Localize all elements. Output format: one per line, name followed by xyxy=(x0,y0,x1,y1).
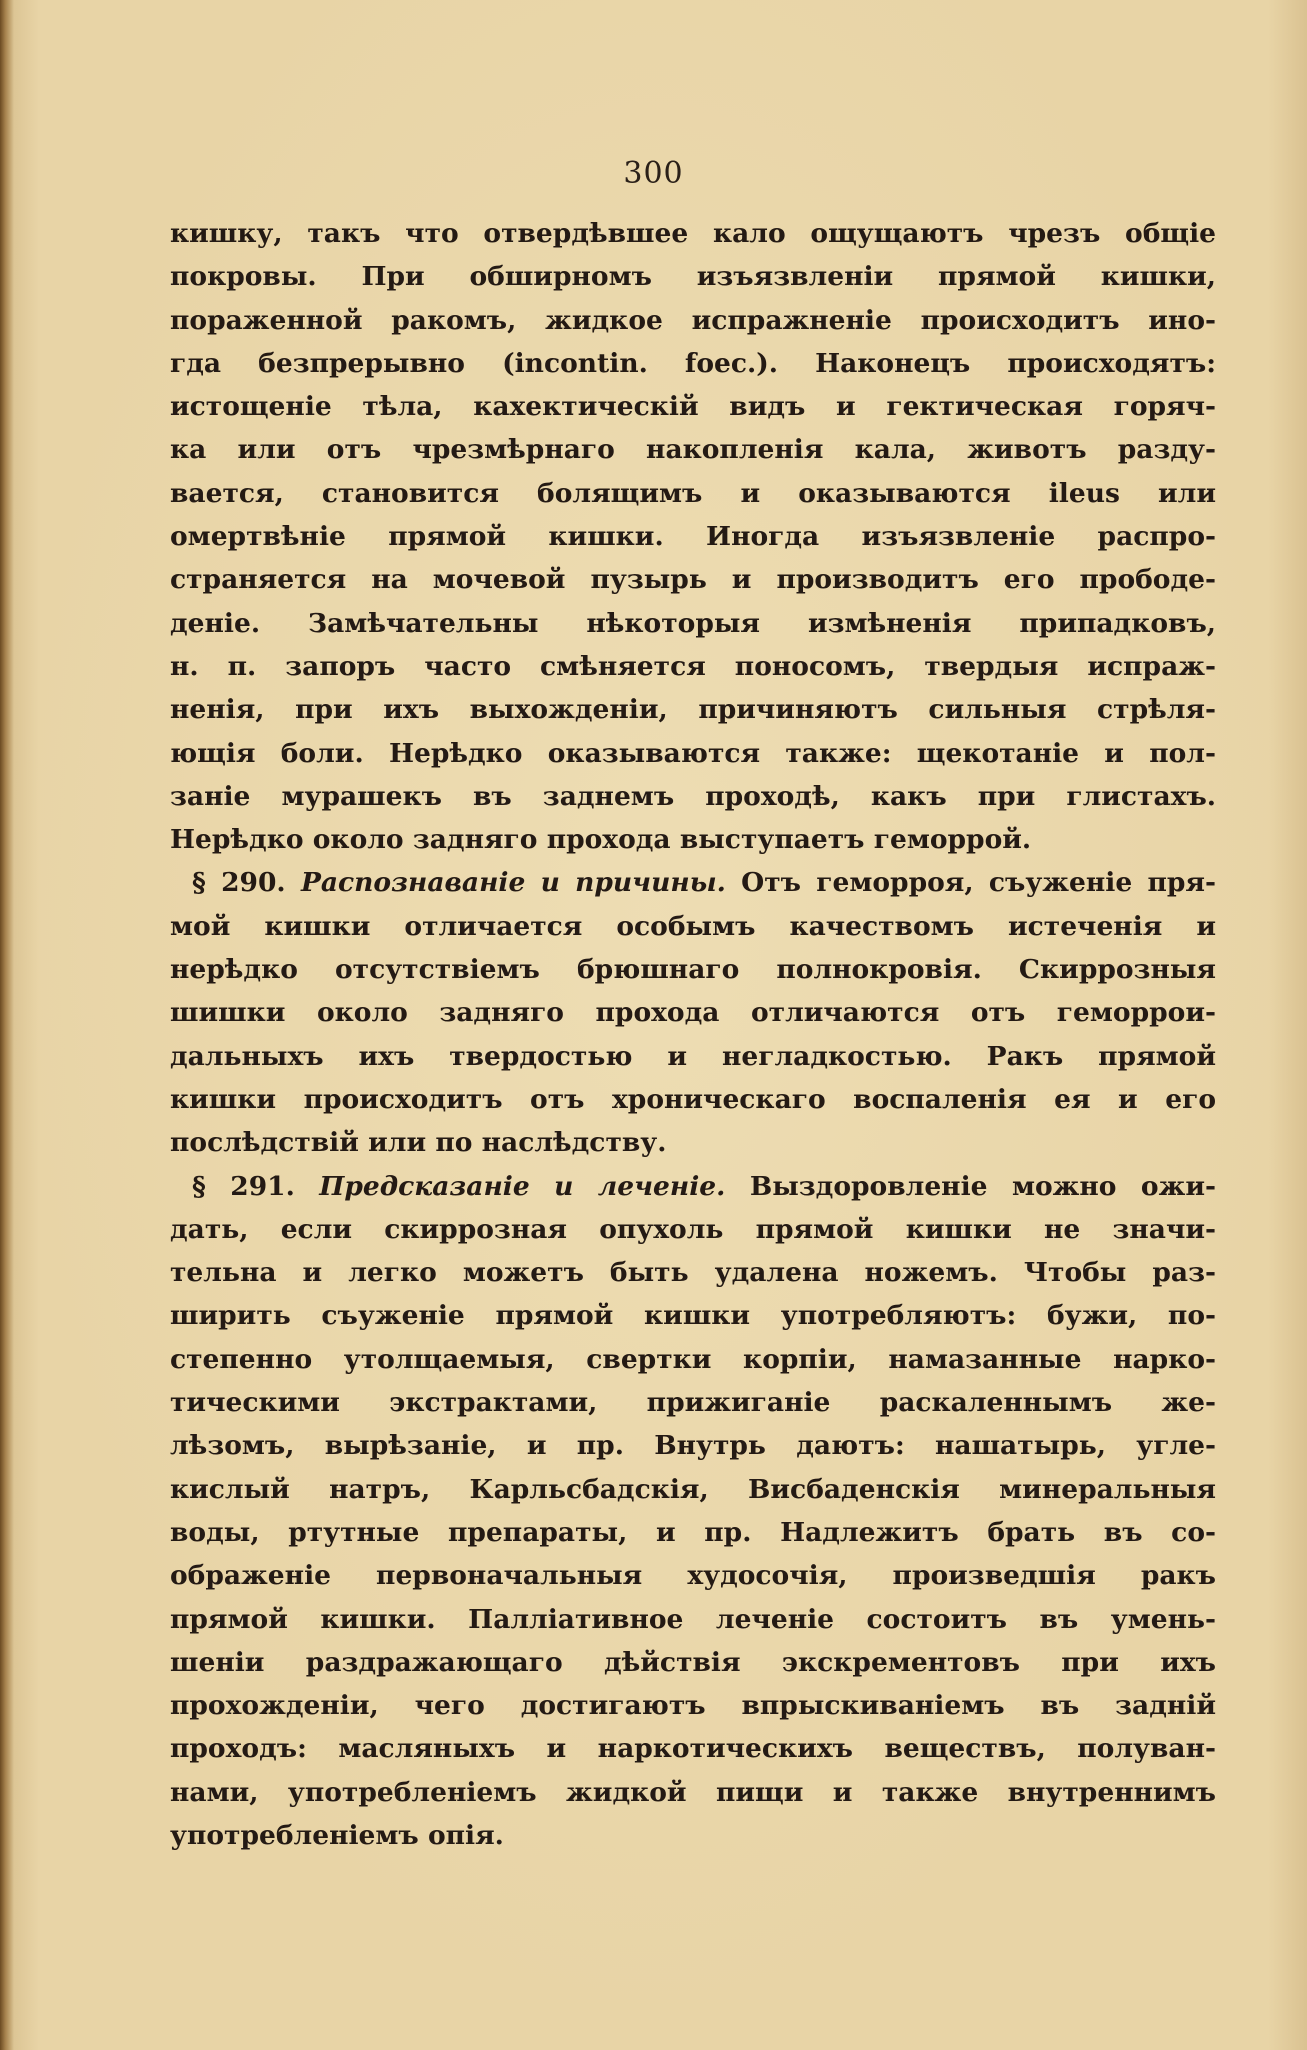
text-line: проходъ: масляныхъ и наркотическихъ веществъ, полуван- xyxy=(170,1733,1216,1765)
text-line: омертвѣніе прямой кишки. Иногда изъязвленіе распро- xyxy=(170,521,1216,553)
text-line: н. п. запоръ часто смѣняется поносомъ, твердыя испраж- xyxy=(170,650,1216,682)
text-line: ненія, при ихъ выхожденіи, причиняютъ сильныя стрѣля- xyxy=(170,694,1216,726)
text-line: гда безпрерывно (incontin. foec.). Наконецъ происходятъ: xyxy=(170,347,1216,379)
text-line: дать, если скиррозная опухоль прямой кишки не значи- xyxy=(170,1213,1216,1245)
text-line: ширить съуженіе прямой кишки употребляютъ: бужи, по- xyxy=(170,1300,1216,1332)
body-text xyxy=(170,212,1216,1857)
text-line: кислый натръ, Карльсбадскія, Висбаденскія минеральныя xyxy=(170,1473,1216,1505)
text-line: воды, ртутные препараты, и пр. Надлежитъ брать въ со- xyxy=(170,1516,1216,1548)
text-line: тическими экстрактами, прижиганіе раскаленнымъ же- xyxy=(170,1387,1216,1419)
text-line: нерѣдко отсутствіемъ брюшнаго полнокровія. Скиррозныя xyxy=(170,954,1216,986)
text-line: степенно утолщаемыя, свертки корпіи, намазанные нарко- xyxy=(170,1343,1216,1375)
text-line: лѣзомъ, вырѣзаніе, и пр. Внутрь даютъ: нашатырь, угле- xyxy=(170,1430,1216,1462)
text-line: кишки происходитъ отъ хроническаго воспаленія ея и его xyxy=(170,1083,1216,1115)
text-line: кишку, такъ что отвердѣвшее кало ощущаютъ чрезъ общіе xyxy=(170,218,1216,249)
section-mark: § 291. xyxy=(192,1170,295,1202)
text-line: Нерѣдко около задняго прохода выступаетъ геморрой. xyxy=(170,824,1032,856)
section-title: Распознаваніе и причины. xyxy=(300,867,726,899)
text-line: шишки около задняго прохода отличаются отъ геморрои- xyxy=(170,997,1216,1029)
text-line: нами, употребленіемъ жидкой пищи и также внутреннимъ xyxy=(170,1776,1216,1808)
text-line: заніе мурашекъ въ заднемъ проходѣ, какъ при глистахъ. xyxy=(170,780,1216,812)
section-first-line xyxy=(170,1165,1216,1208)
section-first-line-text: Выздоровленіе можно ожи- xyxy=(749,1170,1216,1202)
text-line: дальныхъ ихъ твердостью и негладкостью. Ракъ прямой xyxy=(170,1040,1216,1072)
text-line: страняется на мочевой пузырь и производитъ его прободе- xyxy=(170,564,1216,596)
text-line: послѣдствій или по наслѣдству. xyxy=(170,1127,667,1159)
page-number: 300 xyxy=(623,156,684,191)
text-line: шеніи раздражающаго дѣйствія экскрементовъ при ихъ xyxy=(170,1646,1216,1678)
section-title: Предсказаніе и леченіе. xyxy=(319,1170,726,1202)
text-line: ображеніе первоначальныя худосочія, произведшія ракъ xyxy=(170,1560,1216,1592)
text-line: деніе. Замѣчательны нѣкоторыя измѣненія припадковъ, xyxy=(170,607,1216,639)
text-line: мой кишки отличается особымъ качествомъ истеченія и xyxy=(170,910,1216,942)
section-first-line-text: Отъ геморроя, съуженіе пря- xyxy=(741,867,1216,899)
text-line: ка или отъ чрезмѣрнаго накопленія кала, животъ разду- xyxy=(170,434,1216,466)
text-line: покровы. При обширномъ изъязвленіи прямой кишки, xyxy=(170,261,1216,293)
page-binding-edge xyxy=(0,0,14,2050)
text-line: истощеніе тѣла, кахектическій видъ и гектическая горяч- xyxy=(170,391,1216,423)
text-line: прямой кишки. Палліативное леченіе состоитъ въ умень- xyxy=(170,1603,1216,1635)
section-mark: § 290. xyxy=(192,867,286,899)
text-line: употребленіемъ опія. xyxy=(170,1819,504,1851)
text-line: вается, становится болящимъ и оказываются ileus или xyxy=(170,477,1216,509)
text-line: тельна и легко можетъ быть удалена ножемъ. Чтобы раз- xyxy=(170,1257,1216,1289)
text-line: пораженной ракомъ, жидкое испражненіе происходитъ ино- xyxy=(170,304,1216,336)
text-line: ющія боли. Нерѣдко оказываются также: щекотаніе и пол- xyxy=(170,737,1216,769)
text-line: прохожденіи, чего достигаютъ впрыскиваніемъ въ задній xyxy=(170,1690,1216,1722)
section-first-line xyxy=(170,861,1216,904)
